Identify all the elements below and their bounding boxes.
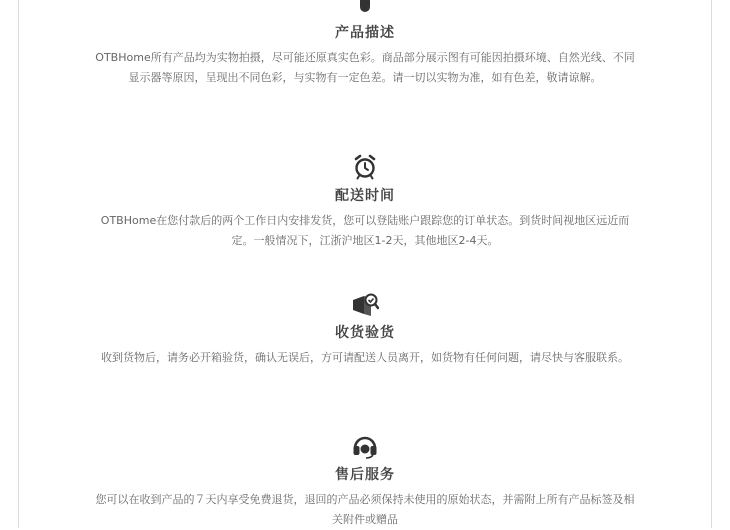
section-description: OTBHome所有产品均为实物拍摄，尽可能还原真实色彩。商品部分展示图有可能因拍摄环境、自然光线、不同显示器等原因，呈现出不同色彩，与实物有一定色差。请一切以实物为准，如有色差，敬请谅解。 bbox=[95, 51, 635, 84]
section-title: 产品描述 bbox=[335, 25, 395, 41]
section-description: 收到货物后，请务必开箱验货，确认无误后，方可请配送人员离开，如货物有任何问题，请尽快与客服联系。 bbox=[101, 351, 629, 364]
section-title: 收货验货 bbox=[335, 325, 395, 341]
section-delivery-time bbox=[19, 153, 711, 251]
alarm-clock-icon bbox=[351, 153, 379, 181]
section-description: 您可以在收到产品的７天内享受免费退货，退回的产品必须保持未使用的原始状态，并需附上所有产品标签及相关附件或赠品 bbox=[95, 493, 635, 526]
section-title: 售后服务 bbox=[335, 467, 395, 483]
package-check-icon bbox=[351, 290, 379, 318]
test-tube-icon bbox=[351, 0, 379, 18]
section-product-description bbox=[19, 0, 711, 88]
section-description: OTBHome在您付款后的两个工作日内安排发货，您可以登陆账户跟踪您的订单状态。到货时间视地区远近而定。一般情况下，江浙沪地区1-2天，其他地区2-4天。 bbox=[100, 214, 630, 247]
headset-icon bbox=[351, 432, 379, 460]
section-title: 配送时间 bbox=[335, 188, 395, 204]
service-info-panel bbox=[18, 0, 712, 528]
section-after-sales bbox=[19, 432, 711, 530]
section-receipt-inspection bbox=[19, 290, 711, 368]
